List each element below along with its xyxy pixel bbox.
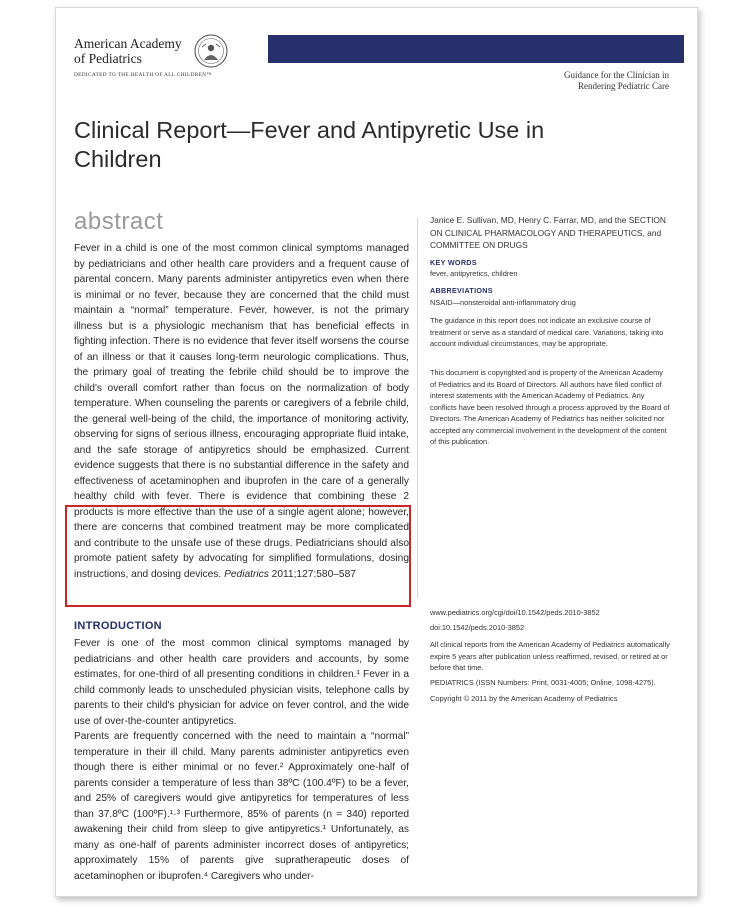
article-title: Clinical Report—Fever and Antipyretic Use in Children <box>74 117 545 172</box>
citation-journal: Pediatrics <box>224 568 269 580</box>
aap-seal-icon <box>194 34 228 68</box>
issn-line: PEDIATRICS (ISSN Numbers: Print, 0031-4005; Online, 1098-4275). <box>430 678 656 687</box>
abstract-highlighted-passage: There is evidence that combining these 2 products is more effective than the use of a single agent alone; however, there are concerns that combined treatment may be more complicated and contribute to the unsafe use of these drugs. Pediatricians should also promote patient safety by advocating for simplified formulations, dosing instructions, and dosing devices. <box>74 491 410 580</box>
abbreviations-heading: ABBREVIATIONS <box>430 286 493 295</box>
copyright-line: Copyright © 2011 by the American Academy of Pediatrics <box>430 694 618 703</box>
disclaimer-note: The guidance in this report does not indicate an exclusive course of treatment or serve as a standard of medical care. Variations, taking into account individual circumstances, may be appropriate. <box>430 316 664 348</box>
org-tagline: DEDICATED TO THE HEALTH OF ALL CHILDREN™ <box>74 72 212 78</box>
header-banner <box>268 35 684 63</box>
guidance-note <box>564 70 669 92</box>
guidance-line-1: Guidance for the Clinician in <box>564 70 669 80</box>
guidance-line-2: Rendering Pediatric Care <box>578 81 669 91</box>
expiry-note: All clinical reports from the American Academy of Pediatrics automatically expire 5 years after publication unless reaffirmed, revised, or retired at or before that time. <box>430 640 670 672</box>
column-divider <box>417 218 418 598</box>
article-doi: doi:10.1542/peds.2010-3852 <box>430 623 525 632</box>
aap-logo <box>74 36 274 86</box>
article-url[interactable]: www.pediatrics.org/cgi/doi/10.1542/peds.2010-3852 <box>430 608 600 617</box>
abbreviations: NSAID—nonsteroidal anti-inflammatory drug <box>430 298 576 307</box>
intro-paragraph-1: Fever is one of the most common clinical symptoms managed by pediatricians and other health care providers and accounts, by some estimates, for one-third of all presenting conditions in children.¹ Fever in a child commonly leads to unscheduled physician visits, telephone calls by parents to their child's physician for advice on fever control, and the wide use of over-the-counter antipyretics. <box>74 638 409 727</box>
abstract-heading: abstract <box>74 208 164 235</box>
keywords-heading: KEY WORDS <box>430 258 477 267</box>
keywords: fever, antipyretics, children <box>430 269 518 278</box>
highlight-box <box>65 505 411 607</box>
org-name: American Academy of Pediatrics <box>74 36 182 66</box>
abstract-body: Fever in a child is one of the most common clinical symptoms managed by pediatricians and other health care providers and a frequent cause of parental concern. Many parents administer antipyretics even when there is minimal or no fever, because they are concerned that the child must maintain a “normal” temperature. Fever, however, is not the primary illness but is a physiologic mechanism that has beneficial effects in fighting infection. There is no evidence that fever itself worsens the course of an illness or that it causes long-term neurologic complications. Thus, the primary goal of treating the febrile child should be to improve the child's overall comfort rather than focus on the normalization of body temperature. When counseling the parents or caregivers of a febrile child, the general well-being of the child, the importance of monitoring activity, observing for signs of serious illness, encouraging appropriate fluid intake, and the safe storage of antipyretics should be emphasized. Current evidence suggests that there is no substantial difference in the safety and effectiveness of acetaminophen and ibuprofen in the care of a generally healthy child with fever. <box>74 243 409 502</box>
intro-paragraph-2: Parents are frequently concerned with the need to maintain a “normal” temperature in their ill child. Many parents administer antipyretics even though there is either minimal or no fever.² Approximately one-half of parents consider a temperature of less than 38ºC (100.4ºF) to be a fever, and 25% of caregivers would give antipyretics for temperatures of less than 37.8ºC (100ºF).¹·³ Furthermore, 85% of parents (n = 340) reported awakening their child from sleep to give antipyretics.¹ Unfortunately, as many as one-half of parents administer incorrect doses of antipyretics; approximately 15% of parents give supratherapeutic doses of acetaminophen or ibuprofen.⁴ Caregivers who under- <box>74 731 409 882</box>
citation-ref: 2011;127:580–587 <box>271 568 356 580</box>
introduction-heading: INTRODUCTION <box>74 620 162 632</box>
document-page <box>55 7 698 897</box>
authors: Janice E. Sullivan, MD, Henry C. Farrar, MD, and the SECTION ON CLINICAL PHARMACOLOGY AND THERAPEUTICS, and COMMITTEE ON DRUGS <box>430 215 666 250</box>
copyright-notice: This document is copyrighted and is property of the American Academy of Pediatrics and its Board of Directors. All authors have filed conflict of interest statements with the American Academy of Pediatrics. Any conflicts have been resolved through a process approved by the Board of Directors. The American Academy of Pediatrics has neither solicited nor accepted any commercial involvement in the development of the content of this publication. <box>430 368 670 446</box>
